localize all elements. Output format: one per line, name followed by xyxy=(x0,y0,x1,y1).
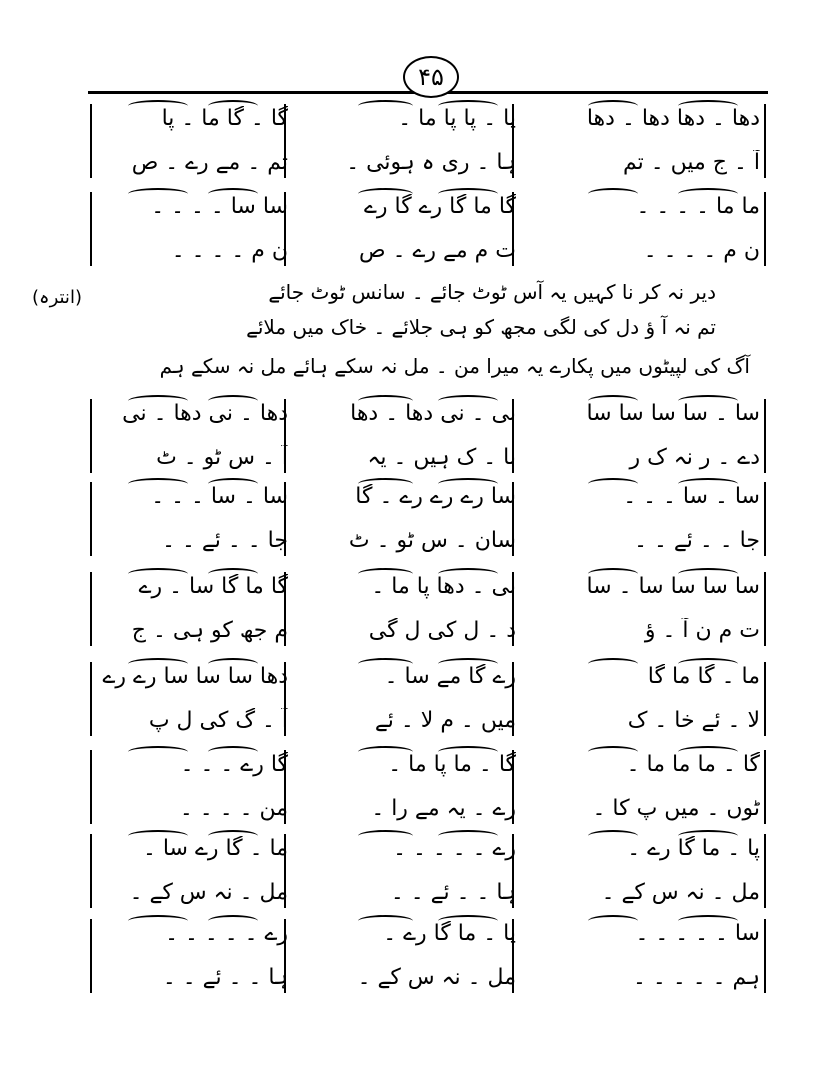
meend-slur xyxy=(208,188,258,200)
swar-cell: سا ۔ سا ۔ ۔ ۔ xyxy=(151,484,288,509)
meend-slur xyxy=(208,568,258,580)
bol-cell: لا ۔ ئے خا ۔ ک xyxy=(627,708,760,733)
swar-cell: گا ۔ ما پا ما ۔ xyxy=(388,752,516,777)
lyric-line-1: دیر نہ کر نا کہیں یہ آس ٹوٹ جائے ۔ سانس ٹوٹ جائے xyxy=(268,280,716,304)
antara-label: (انترہ) xyxy=(32,287,82,308)
swar-cell: گا ۔ گا ما ۔ پا xyxy=(161,106,288,131)
meend-slur xyxy=(128,568,188,580)
bol-cell: د ۔ ل کی ل گی xyxy=(368,618,516,643)
meend-slur xyxy=(678,478,738,490)
meend-slur xyxy=(438,100,498,112)
bol-cell: نا ۔ ک ہیں ۔ یہ xyxy=(367,445,516,470)
swar-cell: سا ۔ سا سا سا سا xyxy=(586,401,760,426)
lyric-line-2: تم نہ آ ؤ دل کی لگی مجھ کو ہی جلائے ۔ خاک میں ملائے xyxy=(246,315,716,339)
swar-cell: ما ۔ گا ما گا xyxy=(647,664,760,689)
notation-system xyxy=(88,568,768,658)
meend-slur xyxy=(678,568,738,580)
swar-cell: سا ۔ سا ۔ ۔ ۔ xyxy=(623,484,760,509)
meend-slur xyxy=(588,395,638,407)
bol-cell: ہا ۔ ۔ ئے ۔ ۔ xyxy=(390,880,516,905)
meend-slur xyxy=(678,395,738,407)
barline xyxy=(764,834,766,908)
meend-slur xyxy=(358,830,413,842)
meend-slur xyxy=(438,658,498,670)
meend-slur xyxy=(358,100,413,112)
bol-cell: آ ۔ ج میں ۔ تم xyxy=(623,150,760,175)
meend-slur xyxy=(358,188,413,200)
meend-slur xyxy=(588,188,638,200)
meend-slur xyxy=(678,100,738,112)
swar-cell: پا ۔ پا پا ما ۔ xyxy=(398,106,516,131)
notation-system xyxy=(88,746,768,836)
bol-cell: تم ۔ مے رے ۔ ص xyxy=(131,150,288,175)
swar-cell: دھا سا سا سا رے رے xyxy=(102,664,288,689)
bol-cell: ٹوں ۔ میں پ کا ۔ xyxy=(592,796,760,821)
barline xyxy=(764,192,766,266)
meend-slur xyxy=(678,188,738,200)
swar-cell: گا ما گا سا ۔ رے xyxy=(138,574,288,599)
swar-cell: سا رے رے رے ۔ گا xyxy=(355,484,516,509)
notation-system xyxy=(88,830,768,920)
meend-slur xyxy=(678,746,738,758)
page-number: ۴۵ xyxy=(403,56,459,98)
bol-cell: ت م ن آ ۔ ؤ xyxy=(644,618,760,643)
notation-system xyxy=(88,395,768,485)
meend-slur xyxy=(128,915,188,927)
swar-cell: گا رے ۔ ۔ ۔ xyxy=(180,752,288,777)
swar-cell: سا سا ۔ ۔ ۔ ۔ xyxy=(151,194,288,219)
meend-slur xyxy=(208,746,258,758)
barline xyxy=(764,104,766,178)
notation-system xyxy=(88,478,768,568)
bol-cell: جا ۔ ۔ ئے ۔ ۔ xyxy=(162,528,288,553)
bol-cell: ن م ۔ ۔ ۔ ۔ xyxy=(643,238,760,263)
meend-slur xyxy=(678,915,738,927)
meend-slur xyxy=(208,830,258,842)
barline xyxy=(764,572,766,646)
bol-cell: مل ۔ نہ س کے ۔ xyxy=(129,880,288,905)
notation-system xyxy=(88,658,768,748)
meend-slur xyxy=(128,100,188,112)
meend-slur xyxy=(358,658,413,670)
swar-cell: رے ۔ ۔ ۔ ۔ ۔ xyxy=(393,836,516,861)
notation-system xyxy=(88,915,768,1005)
meend-slur xyxy=(438,746,498,758)
meend-slur xyxy=(208,658,258,670)
notation-system xyxy=(88,100,768,190)
meend-slur xyxy=(438,568,498,580)
swar-cell: دھا ۔ دھا دھا ۔ دھا xyxy=(586,106,760,131)
meend-slur xyxy=(588,658,638,670)
meend-slur xyxy=(128,478,188,490)
bol-cell: مل ۔ نہ س کے ۔ xyxy=(357,965,516,990)
swar-cell: سا سا سا سا ۔ سا xyxy=(586,574,760,599)
bol-cell: ہا ۔ ری ہ ہوئی ۔ xyxy=(346,150,516,175)
swar-cell: ما ۔ گا رے سا ۔ xyxy=(142,836,288,861)
meend-slur xyxy=(358,746,413,758)
meend-slur xyxy=(208,395,258,407)
barline xyxy=(764,750,766,824)
meend-slur xyxy=(678,830,738,842)
bol-cell: میں ۔ م لا ۔ ئے xyxy=(374,708,516,733)
barline xyxy=(764,482,766,556)
meend-slur xyxy=(438,830,498,842)
meend-slur xyxy=(128,746,188,758)
swar-cell: نی ۔ دھا پا ما ۔ xyxy=(371,574,516,599)
bol-cell: ہم ۔ ۔ ۔ ۔ ۔ xyxy=(633,965,760,990)
bol-cell: آ ۔ س ٹو ۔ ٹ xyxy=(156,445,288,470)
swar-cell: رے ۔ ۔ ۔ ۔ ۔ xyxy=(165,921,288,946)
swar-cell: ما ما ۔ ۔ ۔ ۔ xyxy=(636,194,760,219)
swar-cell: رے گا مے سا ۔ xyxy=(384,664,516,689)
barline xyxy=(764,919,766,993)
bol-cell: من ۔ ۔ ۔ ۔ xyxy=(179,796,288,821)
meend-slur xyxy=(358,568,413,580)
meend-slur xyxy=(128,658,188,670)
meend-slur xyxy=(588,915,638,927)
swar-cell: دھا ۔ نی دھا ۔ نی xyxy=(122,401,288,426)
meend-slur xyxy=(208,100,258,112)
meend-slur xyxy=(588,830,638,842)
meend-slur xyxy=(588,568,638,580)
bol-cell: ت م مے رے ۔ ص xyxy=(359,238,516,263)
meend-slur xyxy=(128,188,188,200)
meend-slur xyxy=(678,658,738,670)
barline xyxy=(764,399,766,473)
meend-slur xyxy=(438,188,498,200)
meend-slur xyxy=(438,478,498,490)
meend-slur xyxy=(358,478,413,490)
barline xyxy=(764,662,766,736)
meend-slur xyxy=(438,395,498,407)
meend-slur xyxy=(358,395,413,407)
bol-cell: جا ۔ ۔ ئے ۔ ۔ xyxy=(634,528,760,553)
bol-cell: مل ۔ نہ س کے ۔ xyxy=(601,880,760,905)
meend-slur xyxy=(358,915,413,927)
bol-cell: آ ۔ گ کی ل پ xyxy=(148,708,288,733)
swar-cell: سا ۔ ۔ ۔ ۔ ۔ xyxy=(635,921,760,946)
meend-slur xyxy=(588,478,638,490)
meend-slur xyxy=(128,830,188,842)
bol-cell: دے ۔ ر نہ ک ر xyxy=(629,445,760,470)
notation-system xyxy=(88,188,768,278)
bol-cell: سان ۔ س ٹو ۔ ٹ xyxy=(348,528,516,553)
lyric-line-3: آگ کی لپیٹوں میں پکارے یہ میرا من ۔ مل نہ سکے ہائے مل نہ سکے ہم xyxy=(159,354,750,378)
swar-cell: گا ما گا رے گا رے xyxy=(363,194,516,219)
meend-slur xyxy=(208,478,258,490)
swar-cell: نی ۔ نی دھا ۔ دھا xyxy=(350,401,516,426)
bol-cell: ن م ۔ ۔ ۔ ۔ xyxy=(171,238,288,263)
bol-cell: ہا ۔ ۔ ئے ۔ ۔ xyxy=(162,965,288,990)
meend-slur xyxy=(128,395,188,407)
meend-slur xyxy=(208,915,258,927)
swar-cell: گا ۔ ما ما ما ۔ xyxy=(626,752,760,777)
bol-cell: م جھ کو ہی ۔ ج xyxy=(131,618,288,643)
swar-cell: پا ۔ ما گا رے ۔ xyxy=(627,836,760,861)
meend-slur xyxy=(588,746,638,758)
swar-cell: پا ۔ ما گا رے ۔ xyxy=(383,921,516,946)
bol-cell: رے ۔ یہ مے را ۔ xyxy=(371,796,516,821)
meend-slur xyxy=(438,915,498,927)
meend-slur xyxy=(588,100,638,112)
